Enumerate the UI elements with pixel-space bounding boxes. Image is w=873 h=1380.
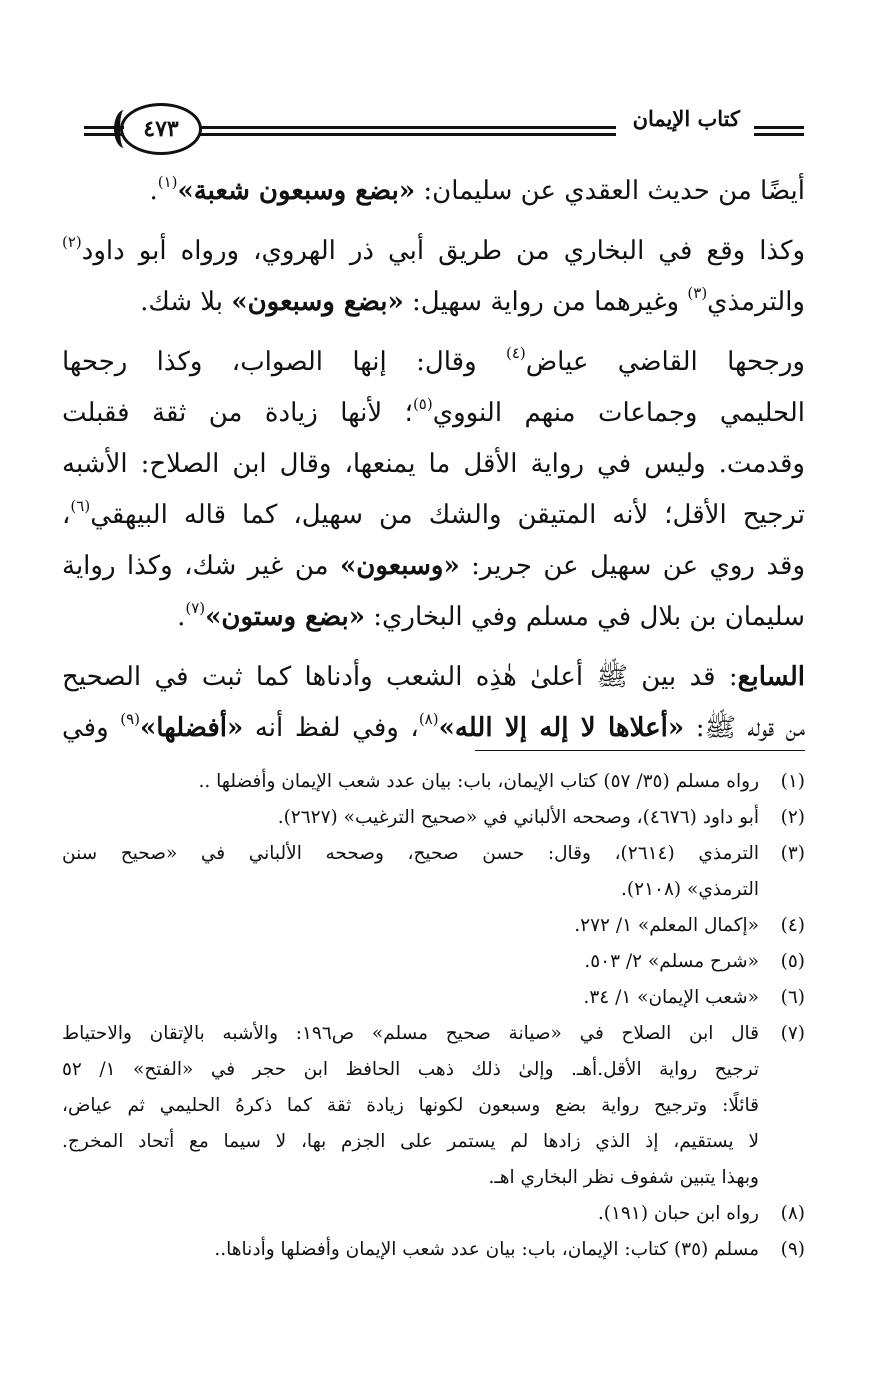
footnote xyxy=(62,764,805,800)
footnote-ref: (٢) xyxy=(62,233,82,251)
text-line: سليمان بن بلال في مسلم وفي البخاري: «بضع وستون»$^{(٧)}$. xyxy=(177,599,805,632)
footnote-number: (٦) xyxy=(780,987,805,1008)
footnote-divider xyxy=(475,750,805,751)
footnote-ref: (٧) xyxy=(185,599,206,617)
footnote xyxy=(62,1232,805,1268)
footnote-number: (٧) xyxy=(780,1023,805,1044)
footnote-number: (٤) xyxy=(780,915,805,936)
section-label: السابع xyxy=(737,662,805,692)
footnote xyxy=(62,908,805,944)
footnote-text: أبو داود (٤٦٧٦)، وصححه الألباني في «صحيح الترغيب» (٢٦٢٧). xyxy=(277,807,759,828)
text-line: ترجيح الأقل؛ لأنه المتيقن والشك من سهيل، كما قاله البيهقي$^{(٦)}$، xyxy=(62,497,805,530)
footnote-text: قال ابن الصلاح في «صيانة صحيح مسلم» ص١٩٦: والأشبه بالإتقان والاحتياط xyxy=(62,1023,759,1044)
footnote-ref: (٤) xyxy=(505,344,526,362)
text-line: ورجحها القاضي عياض$^{(٤)}$ وقال: إنها الصواب، وكذا رجحها xyxy=(62,344,805,377)
footnote-text: رواه ابن حبان (١٩١). xyxy=(597,1203,759,1224)
text-line: أيضًا من حديث العقدي عن سليمان: «بضع وسبعون شعبة»$^{(١)}$. xyxy=(149,173,805,206)
footnote-text: وبهذا يتبين شفوف نظر البخاري اهـ. xyxy=(488,1167,759,1188)
main-text xyxy=(62,166,805,754)
text-line: السابع: قد بين ﷺ أعلىٰ هٰذِه الشعب وأدناها كما ثبت في الصحيح xyxy=(62,662,805,692)
footnote-text: لا يستقيم، إذ الذي زادها لم يستمر على الجزم بها، لا سيما مع أتحاد المخرج. xyxy=(62,1131,759,1152)
header-rule-middle xyxy=(200,126,616,136)
running-header xyxy=(84,100,804,166)
header-rule-left xyxy=(84,126,124,136)
text-line: من قوله ﷺ: «أعلاها لا إله إلا الله»$^{(٨)}$، وفي لفظ أنه «أفضلها»$^{(٩)}$ وفي xyxy=(62,710,806,743)
footnote-text: الترمذي (٢٦١٤)، وقال: حسن صحيح، وصححه الألباني في «صحيح سنن xyxy=(62,843,760,864)
footnote-ref: (٩) xyxy=(120,710,141,728)
footnote-number: (٩) xyxy=(780,1239,805,1260)
footnote xyxy=(62,800,805,836)
footnote xyxy=(62,1196,805,1232)
footnote-text: قائلًا: وترجيح رواية بضع وسبعون لكونها زيادة ثقة كما ذكرهُ الحليمي ثم عياض، xyxy=(62,1095,759,1116)
footnote-text: ترجيح رواية الأقل.أهـ. وإلىٰ ذلك ذهب الحافظ ابن حجر في «الفتح» ١/ ٥٢ xyxy=(62,1059,759,1080)
footnote-ref: (١) xyxy=(157,173,178,191)
footnotes xyxy=(62,764,805,1268)
footnote-ref: (٥) xyxy=(412,395,433,413)
footnote xyxy=(62,836,805,908)
footnote-text: «شعب الإيمان» ١/ ٣٤. xyxy=(583,987,759,1008)
footnote-ref: (٣) xyxy=(687,284,708,302)
page-number-ornament xyxy=(120,103,202,155)
footnote-number: (٥) xyxy=(780,951,805,972)
footnote-ref: (٨) xyxy=(418,710,439,728)
chapter-title: كتاب الإيمان xyxy=(632,106,740,131)
footnote-number: (٣) xyxy=(780,843,805,864)
footnote-text: «إكمال المعلم» ١/ ٢٧٢. xyxy=(574,915,759,936)
footnote-number: (١) xyxy=(780,771,805,792)
text-line: والترمذي$^{(٣)}$ وغيرهما من رواية سهيل: «بضع وسبعون» بلا شك. xyxy=(140,284,805,317)
header-rule-right xyxy=(754,126,804,136)
footnote-text: رواه مسلم (٣٥/ ٥٧) كتاب الإيمان، باب: بيان عدد شعب الإيمان وأفضلها .. xyxy=(198,771,759,792)
footnote-number: (٨) xyxy=(780,1203,805,1224)
footnote-text: مسلم (٣٥) كتاب: الإيمان، باب: بيان عدد شعب الإيمان وأفضلها وأدناها.. xyxy=(214,1239,759,1260)
footnote xyxy=(62,944,805,980)
text-line: الحليمي وجماعات منهم النووي$^{(٥)}$؛ لأنها زيادة من ثقة فقبلت xyxy=(62,395,805,428)
footnote-text: الترمذي» (٢١٠٨). xyxy=(621,879,759,900)
text-line: وقدمت. وليس في رواية الأقل ما يمنعها، وقال ابن الصلاح: الأشبه xyxy=(62,449,805,479)
page-number: ٤٧٣ xyxy=(143,116,179,142)
text-line: وكذا وقع في البخاري من طريق أبي ذر الهروي، ورواه أبو داود$^{(٢)}$ xyxy=(62,233,805,266)
footnote xyxy=(62,1016,805,1196)
footnote-ref: (٦) xyxy=(70,497,91,515)
text-line: وقد روي عن سهيل عن جرير: «وسبعون» من غير شك، وكذا رواية xyxy=(62,551,806,581)
footnote-text: «شرح مسلم» ٢/ ٥٠٣. xyxy=(584,951,759,972)
footnote xyxy=(62,980,805,1016)
footnote-number: (٢) xyxy=(780,807,805,828)
